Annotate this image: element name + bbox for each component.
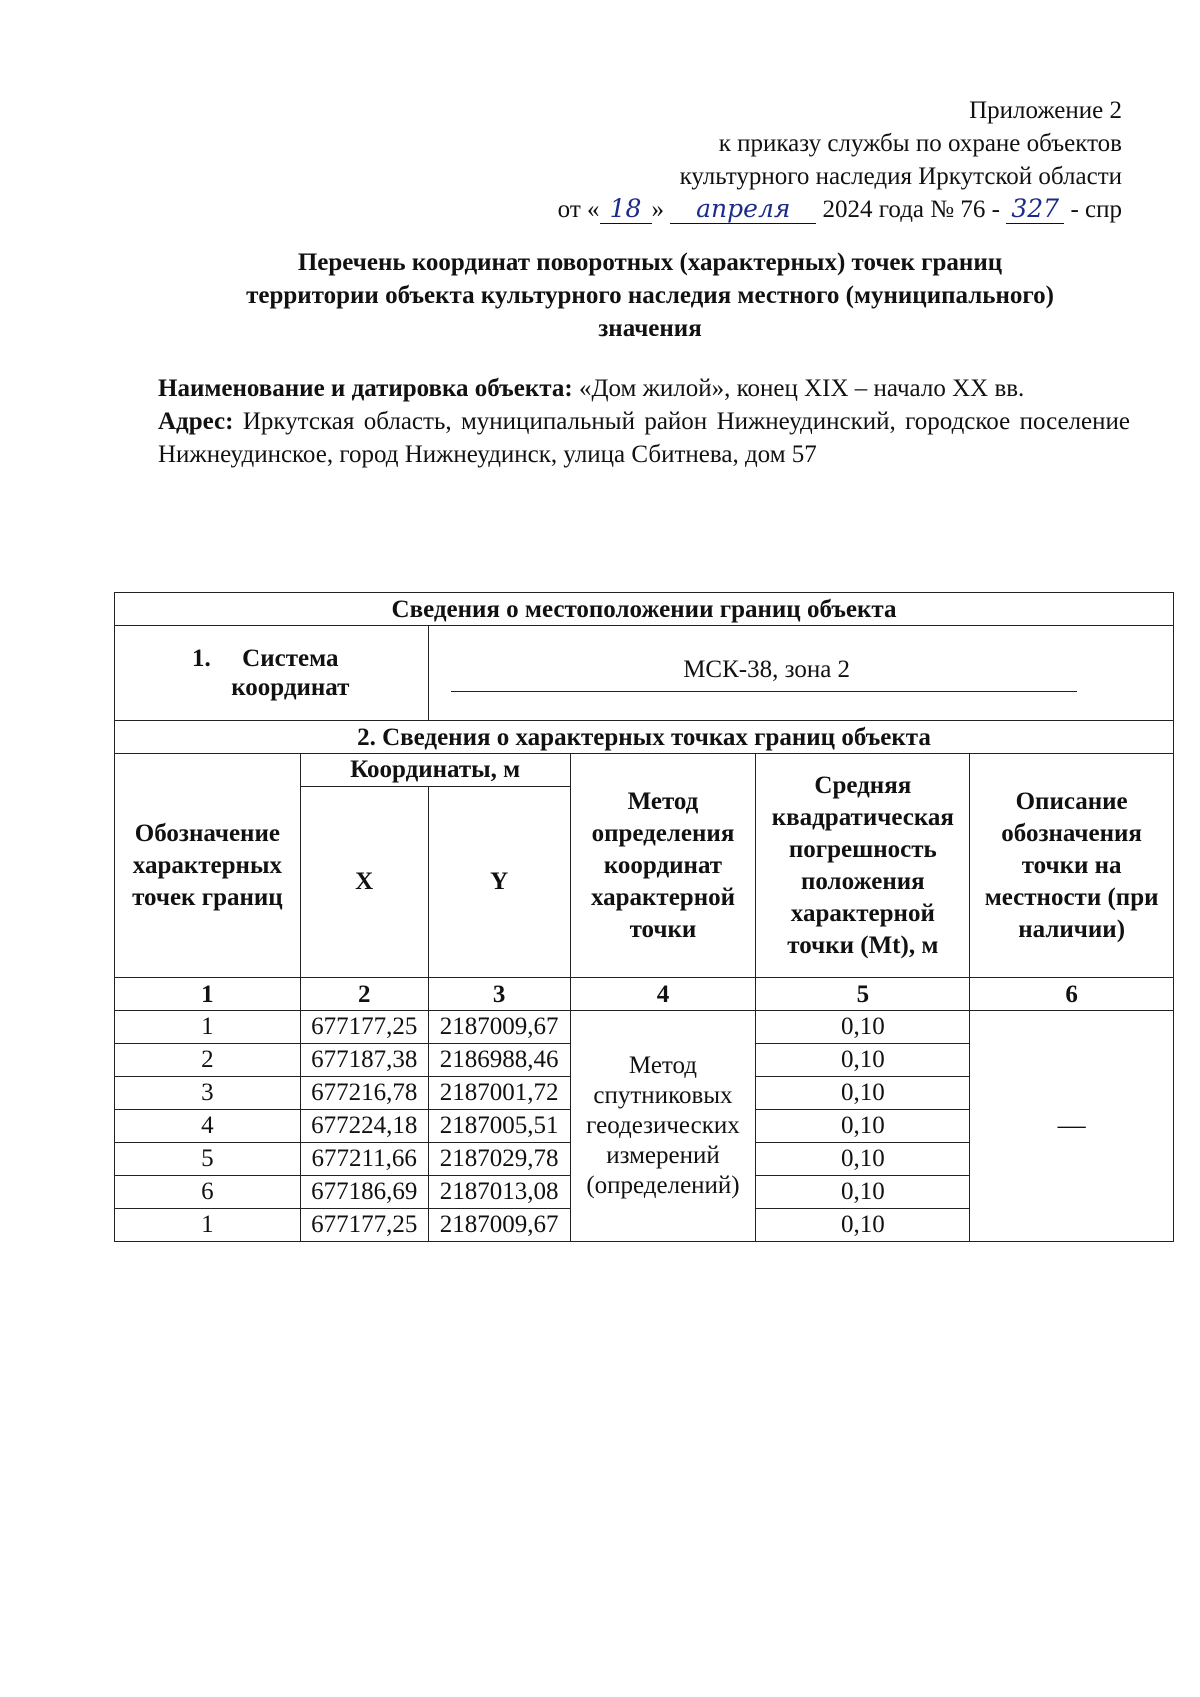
section-2-title: 2. Сведения о характерных точках границ объекта [115,721,1174,754]
cell-x: 677187,38 [300,1044,428,1077]
cell-x: 677186,69 [300,1176,428,1209]
cell-mt: 0,10 [756,1011,970,1044]
section-1-header-row [115,593,1174,626]
section-2-header-row [115,721,1174,754]
order-suffix: - спр [1070,196,1122,223]
section-1-title: Сведения о местоположении границ объекта [115,593,1174,626]
header-y: Y [428,787,570,978]
cell-y: 2187005,51 [428,1110,570,1143]
quote-close: » [651,196,665,223]
header-method: Метод определения координат характерной точки [570,754,756,978]
cell-point: 5 [115,1143,301,1176]
cell-point: 6 [115,1176,301,1209]
cell-point: 4 [115,1110,301,1143]
cell-x: 677211,66 [300,1143,428,1176]
date-prefix: от « [557,196,600,223]
cell-y: 2187001,72 [428,1077,570,1110]
cell-y: 2187009,67 [428,1209,570,1242]
handwritten-day: 18 [600,195,652,224]
year-and-order-prefix: 2024 года № 76 - [822,196,1000,223]
cell-y: 2187029,78 [428,1143,570,1176]
cell-y: 2186988,46 [428,1044,570,1077]
column-number-1: 1 [115,978,301,1011]
address-label: Адрес: [158,408,234,435]
handwritten-month: апреля [670,195,816,224]
cell-mt: 0,10 [756,1077,970,1110]
cell-mt: 0,10 [756,1176,970,1209]
cell-description: — [970,1011,1174,1242]
cell-point: 2 [115,1044,301,1077]
appendix-line-1: Приложение 2 [969,97,1122,124]
header-description: Описание обозначения точки на местности (при наличии) [970,754,1174,978]
cell-y: 2187013,08 [428,1176,570,1209]
cell-y: 2187009,67 [428,1011,570,1044]
cell-mt: 0,10 [756,1044,970,1077]
cell-mt: 0,10 [756,1110,970,1143]
header-error: Средняя квадратическая погрешность положения характерной точки (Mt), м [756,754,970,978]
coordinate-system-value-cell [428,626,1173,721]
coordinates-table [114,592,1174,1242]
header-coordinates: Координаты, м [300,754,570,787]
column-numbers-row [115,978,1174,1011]
column-number-2: 2 [300,978,428,1011]
object-address-line [158,405,1130,471]
object-info [158,372,1130,471]
cell-x: 677177,25 [300,1011,428,1044]
title-line-3: значения [598,315,702,342]
appendix-header [558,94,1122,226]
coordinate-system-label-cell [115,626,429,721]
header-designation: Обозначение характерных точек границ [115,754,301,978]
object-name-line [158,372,1130,405]
column-header-row-1 [115,754,1174,787]
handwritten-order-number: 327 [1006,195,1064,224]
table-row [115,1011,1174,1044]
appendix-line-2: к приказу службы по охране объектов [718,130,1122,157]
coordinate-system-number: 1. [191,645,211,672]
document-title [150,246,1150,345]
cell-x: 677216,78 [300,1077,428,1110]
column-number-5: 5 [756,978,970,1011]
cell-method: Метод спутниковых геодезических измерений (определений) [570,1011,756,1242]
order-date-line [558,193,1122,226]
cell-x: 677177,25 [300,1209,428,1242]
object-name-value: «Дом жилой», конец XIX – начало XX вв. [578,375,1025,402]
coordinate-system-label: Система координат [231,645,350,701]
cell-point: 1 [115,1209,301,1242]
appendix-line-3: культурного наследия Иркутской области [679,163,1122,190]
cell-mt: 0,10 [756,1143,970,1176]
address-value: Иркутская область, муниципальный район Нижнеудинский, городское поселение Нижнеудинское, город Нижнеудинск, улица Сбитнева, дом 57 [158,408,1130,468]
object-name-label: Наименование и датировка объекта: [158,375,573,402]
column-number-6: 6 [970,978,1174,1011]
coordinate-system-row [115,626,1174,721]
title-line-2: территории объекта культурного наследия местного (муниципального) [246,282,1054,309]
column-number-3: 3 [428,978,570,1011]
column-number-4: 4 [570,978,756,1011]
cell-point: 1 [115,1011,301,1044]
title-line-1: Перечень координат поворотных (характерных) точек границ [297,249,1003,276]
cell-x: 677224,18 [300,1110,428,1143]
cell-mt: 0,10 [756,1209,970,1242]
coordinate-system-value: МСК-38, зона 2 [451,655,1077,692]
header-x: X [300,787,428,978]
cell-point: 3 [115,1077,301,1110]
